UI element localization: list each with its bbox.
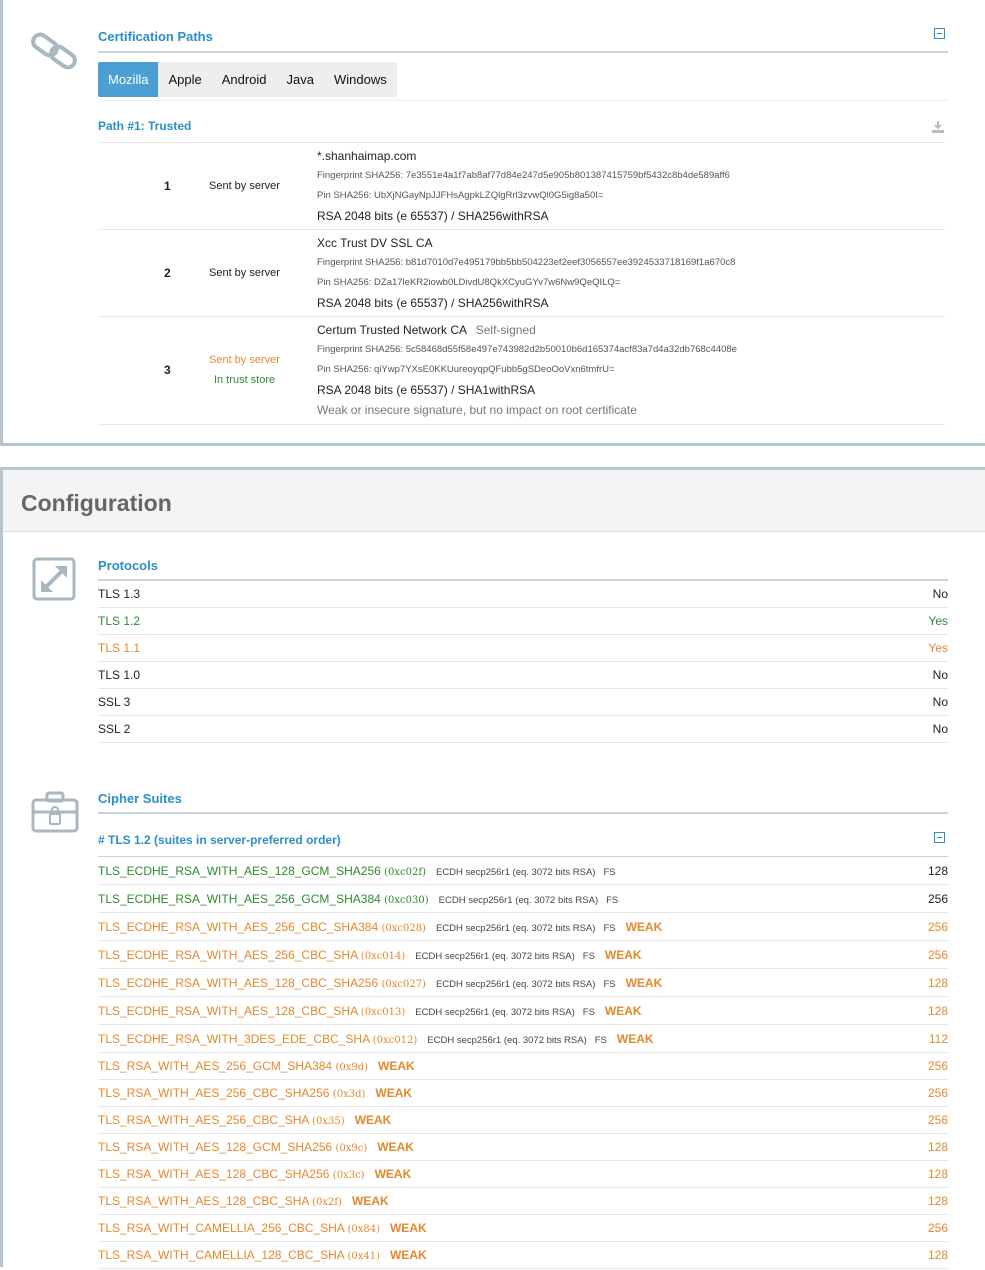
cipher-suite-name: TLS_RSA_WITH_AES_128_CBC_SHA256 [98,1167,330,1181]
weak-badge: WEAK [604,948,642,962]
cert-pin: Pin SHA256: qiYwp7YXsE0KKUureoyqpQFubb5gSDeoOoVxn6tmfrU= [317,364,615,375]
cert-subject: Certum Trusted Network CA [317,323,467,337]
configuration-title: Configuration [21,490,172,516]
tabs-divider [98,100,948,101]
in-trust-store-label: In trust store [214,374,276,386]
weak-badge: WEAK [378,1059,415,1073]
protocol-row [98,716,948,743]
key-exchange-info: ECDH secp256r1 (eq. 3072 bits RSA) [435,867,596,878]
collapse-button[interactable] [934,28,945,39]
cipher-bits: 128 [927,976,948,990]
cipher-suite-code: (0xc02f) [384,867,426,878]
cert-row [98,142,945,230]
cipher-bits: 256 [927,1086,948,1100]
protocol-name: SSL 2 [98,722,131,736]
forward-secrecy-label: FS [582,951,595,962]
cipher-suite-code: (0x9c) [335,1143,368,1154]
protocols-title: Protocols [98,558,158,573]
cipher-suite-row [98,997,948,1025]
cipher-suite-code: (0xc014) [360,951,406,962]
protocol-name: TLS 1.1 [98,641,141,655]
key-exchange-info: ECDH secp256r1 (eq. 3072 bits RSA) [415,1007,575,1018]
cipher-suite-row [98,1242,948,1269]
self-signed-label: Self-signed [475,323,536,337]
cipher-suites-title: Cipher Suites [98,791,182,806]
cipher-suite-name: TLS_ECDHE_RSA_WITH_3DES_EDE_CBC_SHA [98,1032,370,1046]
protocol-name: TLS 1.2 [98,614,141,628]
chain-link-icon [29,32,81,72]
forward-secrecy-label: FS [603,867,616,878]
protocol-row [98,662,948,689]
protocol-row [98,608,948,635]
forward-secrecy-label: FS [594,1035,607,1046]
cipher-suite-name: TLS_RSA_WITH_CAMELLIA_128_CBC_SHA [98,1248,345,1262]
cert-number: 1 [164,179,171,193]
cipher-suite-row [98,1080,948,1107]
cert-subject: *.shanhaimap.com [317,149,417,163]
path-title: Path #1: Trusted [98,119,192,133]
cipher-bits: 256 [927,920,948,934]
cert-row [98,316,945,425]
cipher-suite-name: TLS_RSA_WITH_AES_256_CBC_SHA [98,1113,309,1127]
cert-fingerprint: Fingerprint SHA256: 7e3551e4a1f7ab8af77d84e247d5e905b801387415759bf5432c8b4de589aff6 [317,170,730,181]
tls12-group-title: # TLS 1.2 (suites in server-preferred order) [98,833,341,847]
cert-fingerprint: Fingerprint SHA256: 5c58468d55f58e497e743982d2b50010b6d165374acf83a7d4a32db768c4408e [317,344,737,355]
cipher-suite-row [98,1053,948,1080]
cipher-suite-row [98,1025,948,1053]
cipher-bits: 128 [927,864,948,878]
cert-key-info: RSA 2048 bits (e 65537) / SHA256withRSA [317,209,549,223]
cipher-bits: 128 [927,1194,948,1208]
protocol-name: TLS 1.3 [98,587,141,601]
protocol-support-value: Yes [928,614,948,628]
weak-badge: WEAK [377,1140,414,1154]
protocol-row [98,635,948,662]
weak-badge: WEAK [375,1086,413,1100]
protocol-support-value: No [932,695,948,709]
cipher-suite-name: TLS_RSA_WITH_AES_128_CBC_SHA [98,1194,309,1208]
cipher-suite-name: TLS_RSA_WITH_AES_128_GCM_SHA256 [98,1140,333,1154]
weak-badge: WEAK [389,1221,427,1235]
weak-signature-note: Weak or insecure signature, but no impact on root certificate [317,403,637,417]
cipher-suite-row [98,1161,948,1188]
weak-badge: WEAK [625,920,663,934]
cipher-bits: 112 [928,1032,948,1046]
forward-secrecy-label: FS [582,1007,595,1018]
cipher-suite-code: (0x3d) [332,1089,366,1100]
toolbox-lock-icon [30,790,80,834]
cipher-bits: 256 [927,892,948,906]
protocol-name: SSL 3 [98,695,131,709]
tab-mozilla[interactable]: Mozilla [98,62,158,97]
cipher-suite-name: TLS_ECDHE_RSA_WITH_AES_128_CBC_SHA [98,1004,358,1018]
cipher-suite-name: TLS_ECDHE_RSA_WITH_AES_256_CBC_SHA384 [98,920,379,934]
cipher-suite-row [98,913,948,941]
expand-arrows-icon [31,556,79,602]
tab-windows[interactable]: Windows [334,72,387,87]
certification-paths-panel [0,0,985,446]
key-exchange-info: ECDH secp256r1 (eq. 3072 bits RSA) [435,979,596,990]
cipher-suite-code: (0x35) [312,1116,345,1127]
configuration-header [3,470,985,532]
cipher-suite-code: (0x9d) [335,1062,369,1073]
cipher-suite-code: (0x41) [347,1251,380,1262]
weak-badge: WEAK [616,1032,654,1046]
cipher-bits: 128 [927,1248,948,1262]
section-divider [98,51,948,53]
cipher-suite-code: (0xc028) [381,923,426,934]
key-exchange-info: ECDH secp256r1 (eq. 3072 bits RSA) [427,1035,587,1046]
cipher-suite-row [98,941,948,969]
forward-secrecy-label: FS [606,895,619,906]
weak-badge: WEAK [351,1194,389,1208]
cipher-suite-code: (0xc012) [372,1035,418,1046]
cipher-suite-name: TLS_RSA_WITH_AES_256_GCM_SHA384 [98,1059,333,1073]
tab-apple[interactable]: Apple [168,72,202,87]
tab-java[interactable]: Java [286,72,314,87]
key-exchange-info: ECDH secp256r1 (eq. 3072 bits RSA) [435,923,596,934]
cert-number: 2 [164,266,171,280]
forward-secrecy-label: FS [603,979,616,990]
protocol-support-value: No [932,722,948,736]
cert-subject-line [317,323,536,337]
cipher-suite-row [98,1134,948,1161]
configuration-panel [0,467,985,1267]
cert-fingerprint: Fingerprint SHA256: b81d7010d7e495179bb5bb504223ef2eef3056557ee3924533718169f1a670c8 [317,257,736,268]
cert-pin: Pin SHA256: UbXjNGayNpJJFHsAgpkLZQlgRrl3zvwQl0G5ig8a50I= [317,190,604,201]
cert-key-info: RSA 2048 bits (e 65537) / SHA1withRSA [317,383,536,397]
protocol-name: TLS 1.0 [98,668,141,682]
cipher-bits: 128 [927,1167,948,1181]
cipher-bits: 128 [927,1004,948,1018]
cipher-suite-row [98,885,948,913]
cipher-suite-name: TLS_RSA_WITH_AES_256_CBC_SHA256 [98,1086,330,1100]
tab-android[interactable]: Android [221,72,267,87]
cipher-suite-row [98,857,948,885]
cipher-suite-name: TLS_RSA_WITH_CAMELLIA_256_CBC_SHA [98,1221,345,1235]
cipher-suite-code: (0x3c) [332,1170,365,1181]
cipher-suite-code: (0xc027) [381,979,426,990]
cipher-suite-row [98,1107,948,1134]
protocol-row [98,689,948,716]
cipher-suite-name: TLS_ECDHE_RSA_WITH_AES_256_CBC_SHA [98,948,358,962]
cipher-bits: 256 [927,948,948,962]
section-divider [98,812,948,814]
key-exchange-info: ECDH secp256r1 (eq. 3072 bits RSA) [415,951,575,962]
download-icon[interactable] [931,121,945,133]
cipher-suite-row [98,1215,948,1242]
cipher-bits: 256 [927,1059,948,1073]
protocol-support-value: No [932,668,948,682]
section-title: Certification Paths [98,29,213,44]
cert-row [98,229,945,317]
cert-number: 3 [164,363,171,377]
sent-by-server-label: Sent by server [209,180,280,192]
weak-badge: WEAK [374,1167,412,1181]
cert-key-info: RSA 2048 bits (e 65537) / SHA256withRSA [317,296,549,310]
cipher-suite-row [98,969,948,997]
cipher-bits: 128 [927,1140,948,1154]
key-exchange-info: ECDH secp256r1 (eq. 3072 bits RSA) [438,895,599,906]
cipher-suite-name: TLS_ECDHE_RSA_WITH_AES_256_GCM_SHA384 [98,892,381,906]
protocol-support-value: Yes [928,641,948,655]
cipher-suite-row [98,1188,948,1215]
cipher-suite-code: (0x2f) [312,1197,342,1208]
cipher-suite-name: TLS_ECDHE_RSA_WITH_AES_128_CBC_SHA256 [98,976,379,990]
weak-badge: WEAK [354,1113,392,1127]
protocol-row [98,581,948,608]
trust-store-tabs [98,62,397,97]
cipher-bits: 256 [927,1221,948,1235]
cipher-suite-code: (0x84) [347,1224,380,1235]
weak-badge: WEAK [389,1248,427,1262]
sent-by-server-label: Sent by server [209,267,280,279]
cert-subject: Xcc Trust DV SSL CA [317,236,433,250]
weak-badge: WEAK [604,1004,642,1018]
cipher-suite-code: (0xc013) [360,1007,406,1018]
sent-by-server-label: Sent by server [209,354,280,366]
cipher-suite-code: (0xc030) [384,895,429,906]
weak-badge: WEAK [625,976,663,990]
cipher-suite-name: TLS_ECDHE_RSA_WITH_AES_128_GCM_SHA256 [98,864,381,878]
collapse-button[interactable] [934,832,945,843]
cert-pin: Pin SHA256: DZa17leKR2iowb0LDivdU8QkXCyuGYv7w6Nw9QeQILQ= [317,277,621,288]
cipher-bits: 256 [927,1113,948,1127]
forward-secrecy-label: FS [603,923,616,934]
protocol-support-value: No [932,587,948,601]
